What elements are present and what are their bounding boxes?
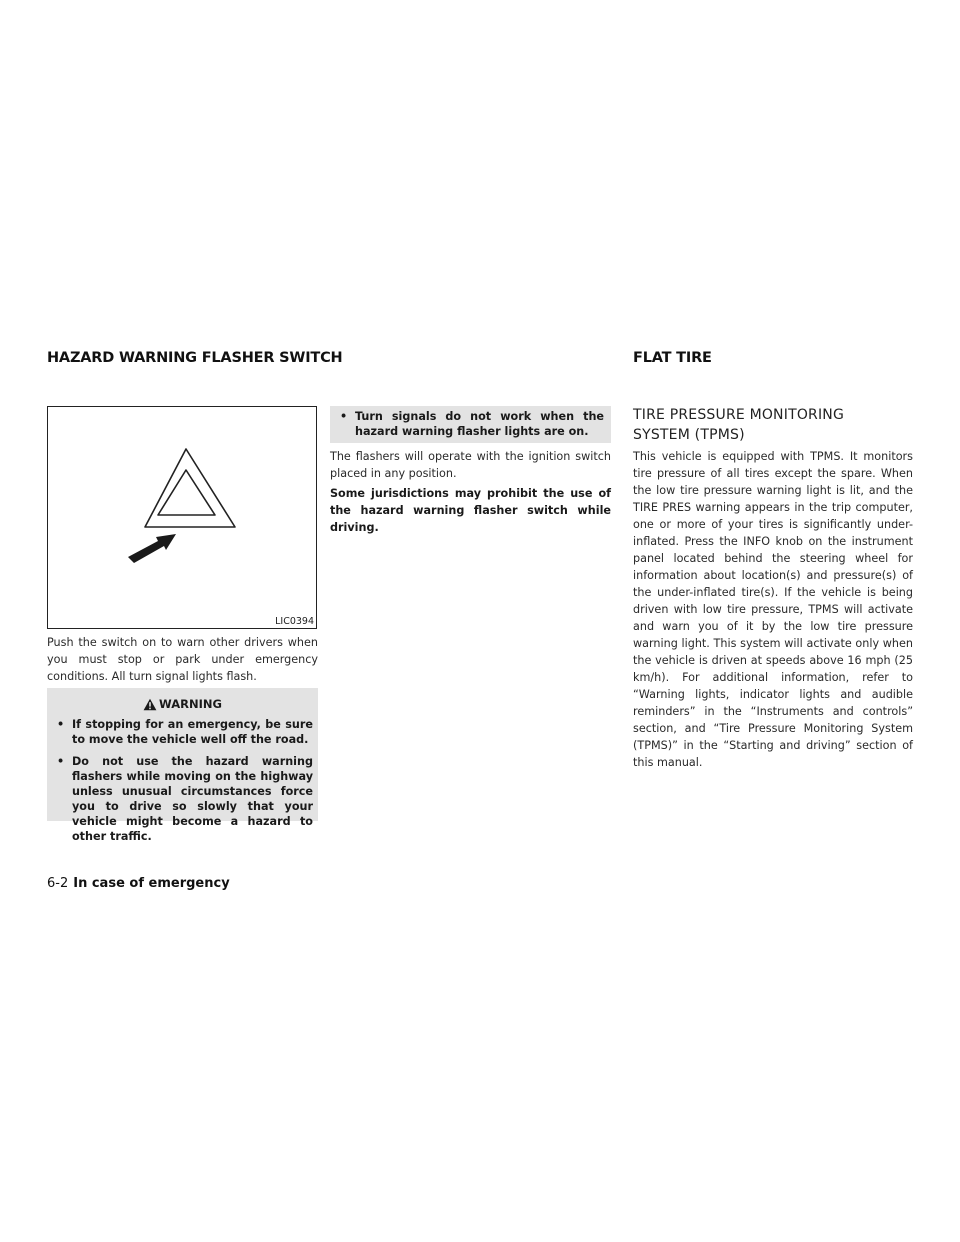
tpms-subheading bbox=[633, 405, 913, 445]
warning-item: • If stopping for an emergency, be sure to move the vehicle well off the road. bbox=[56, 717, 313, 747]
warning-item: • Do not use the hazard warning flashers while moving on the highway unless unusual circumstances force you to drive so slowly that your vehicle might become a hazard to other traffic. bbox=[56, 754, 313, 844]
flasher-operation-text: The flashers will operate with the ignition switch placed in any position. bbox=[330, 450, 611, 480]
warning-list bbox=[56, 717, 313, 851]
warning-triangle-icon bbox=[143, 698, 157, 711]
warning-item: • Turn signals do not work when the hazard warning flasher lights are on. bbox=[339, 409, 604, 439]
hazard-body-text: Push the switch on to warn other drivers when you must stop or park under emergency conditions. All turn signal lights flash. bbox=[47, 636, 318, 683]
jurisdiction-note-text: Some jurisdictions may prohibit the use of the hazard warning flasher switch while driving. bbox=[330, 487, 611, 534]
hazard-switch-figure bbox=[47, 406, 317, 629]
arrow-icon bbox=[128, 534, 176, 563]
tpms-body-text: This vehicle is equipped with TPMS. It monitors tire pressure of all tires except the spare. When the low tire pressure warning light is lit, and the TIRE PRES warning appears in the trip computer, one or more of your tires is significantly under-inflated. Press the INFO knob on the instrument panel located behind the steering wheel for information about location(s) and pressure(s) of the under-inflated tire(s). If the vehicle is being driven with low tire pressure, TPMS will activate and warn you of it by the low tire pressure warning light. This system will activate only when the vehicle is driven at speeds above 16 mph (25 km/h). For additional information, refer to “Warning lights, indicator lights and audible reminders” in the “Instruments and controls” section, and “Tire Pressure Monitoring System (TPMS)” in the “Starting and driving” section of this manual. bbox=[633, 450, 913, 769]
hazard-triangle-inner-icon bbox=[158, 470, 215, 515]
hazard-triangle-illustration bbox=[48, 407, 316, 628]
page-footer bbox=[47, 876, 230, 891]
warning-title-label: WARNING bbox=[159, 697, 222, 711]
warning-continued-box bbox=[330, 406, 611, 443]
figure-code: LIC0394 bbox=[275, 616, 314, 627]
page-number: 6-2 bbox=[47, 876, 69, 891]
tpms-subheading-line1: TIRE PRESSURE MONITORING bbox=[633, 407, 845, 423]
warning-title bbox=[47, 697, 318, 711]
flat-tire-section-heading: FLAT TIRE bbox=[633, 350, 712, 366]
footer-section-name: In case of emergency bbox=[73, 876, 230, 891]
hazard-section-heading: HAZARD WARNING FLASHER SWITCH bbox=[47, 350, 343, 366]
tpms-subheading-line2: SYSTEM (TPMS) bbox=[633, 427, 745, 443]
warning-box bbox=[47, 688, 318, 843]
